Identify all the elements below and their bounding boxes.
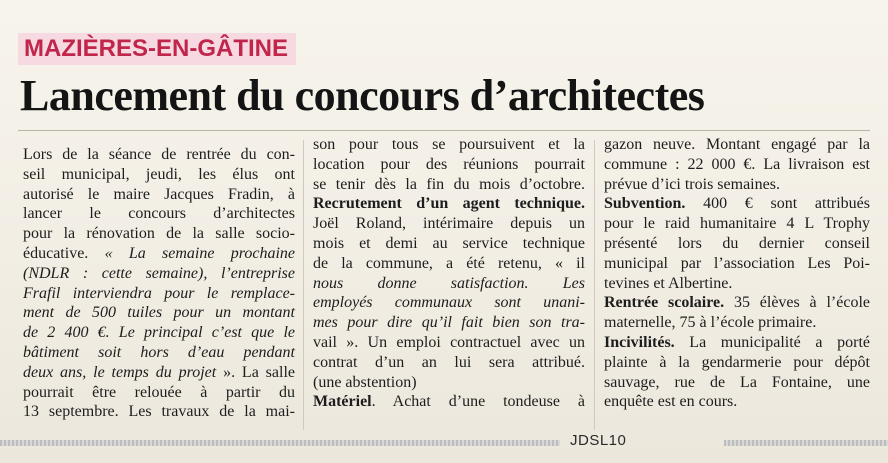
text-line [604, 293, 870, 313]
text-line: lancer le concours d’architectes [23, 205, 295, 223]
article-headline: Lancement du concours d’architectes [20, 71, 705, 120]
article-column-3 [604, 135, 870, 412]
text-run: ». La salle [223, 363, 295, 381]
text-line: plainte à la gendarmerie pour dépôt [604, 353, 870, 371]
text-line: maternelle, 75 à l’école primaire. [604, 314, 817, 332]
headline-divider [18, 130, 870, 131]
page-code: JDSL10 [570, 432, 627, 449]
text-line: Joël Roland, intérimaire depuis un [313, 215, 585, 233]
text-line [23, 363, 295, 383]
text-fragment [604, 195, 870, 212]
text-run: Incivilités. [604, 333, 675, 351]
section-label: MAZIÈRES-EN-GÂTINE [18, 33, 296, 65]
text-line: contrat d’un an lui sera attribué. [313, 353, 585, 371]
text-line: municipal par l’association Les Poi- [604, 254, 870, 272]
text-fragment [23, 364, 295, 381]
text-line: seil municipal, jeudi, les élus ont [23, 165, 295, 183]
column-divider [594, 140, 595, 430]
text-line: nous donne satisfaction. Les [313, 274, 585, 292]
text-line: employés communaux sont unani- [313, 294, 585, 312]
text-line: autorisé le maire Jacques Fradin, à [23, 185, 295, 203]
text-line: pour la rénovation de la salle socio- [23, 225, 295, 243]
text-line: son pour tous se poursuivent et la [313, 136, 585, 153]
column-divider [303, 140, 304, 430]
text-line: location pour des réunions pourrait [313, 155, 585, 173]
text-line: 13 septembre. Les travaux de la mai- [23, 403, 295, 421]
text-line: (NDLR : cette semaine), l’entreprise [23, 264, 295, 282]
text-line: présenté lors du dernier conseil [604, 234, 870, 252]
text-run: 35 élèves à l’école [724, 294, 870, 312]
text-line: commune : 22 000 €. La livraison est [604, 155, 870, 173]
text-line: mes pour dire qu’il fait bien son tra- [313, 314, 585, 332]
text-line: Recrutement d’un agent technique. [313, 195, 585, 213]
text-line: pour le raid humanitaire 4 L Trophy [604, 215, 870, 233]
text-run: . Achat d’une tondeuse à [371, 393, 585, 411]
text-fragment [604, 294, 870, 311]
text-fragment [604, 334, 870, 351]
text-line: pourrait être relouée à partir du [23, 383, 295, 401]
text-line: vail ». Un emploi contractuel avec un [313, 333, 585, 351]
text-line: prévue d’ici trois semaines. [604, 175, 780, 193]
text-line: ment de 500 tuiles pour un montant [23, 304, 295, 322]
text-run: La municipalité a porté [674, 333, 870, 351]
text-fragment [313, 393, 585, 410]
article-column-2 [313, 135, 585, 412]
article-column-1 [23, 145, 295, 422]
text-run: Rentrée scolaire. [604, 294, 725, 312]
text-run: Subvention. [604, 195, 686, 213]
text-line: bâtiment soit hors d’eau pendant [23, 343, 295, 361]
text-line [313, 392, 585, 412]
text-line: Lors de la séance de rentrée du con- [23, 146, 295, 163]
text-line: gazon neuve. Montant engagé par la [604, 136, 870, 153]
text-line: (une abstention) [313, 373, 417, 391]
footer-bar [0, 440, 560, 446]
text-line [604, 194, 870, 214]
text-line: mois et demi au service technique [313, 234, 585, 252]
text-run: « La semaine prochaine [104, 244, 296, 262]
text-line: se tenir dès la fin du mois d’octobre. [313, 175, 585, 193]
text-run: 400 € sont attribués [685, 195, 870, 213]
text-line: de la commune, a été retenu, « il [313, 254, 585, 272]
text-fragment [23, 245, 295, 262]
text-run: éducative. [23, 244, 105, 262]
text-run: Matériel [313, 393, 372, 411]
text-line: enquête est en cours. [604, 393, 738, 411]
text-line [23, 244, 295, 264]
text-line: sauvage, rue de La Fontaine, une [604, 373, 870, 391]
text-line: tevines et Albertine. [604, 274, 733, 292]
text-run: deux ans, le temps du projet [23, 363, 224, 381]
footer-bar [724, 440, 888, 446]
text-line: de 2 400 €. Le principal c’est que le [23, 324, 295, 342]
text-line [604, 333, 870, 353]
text-line: Frafil interviendra pour le remplace- [23, 284, 295, 302]
